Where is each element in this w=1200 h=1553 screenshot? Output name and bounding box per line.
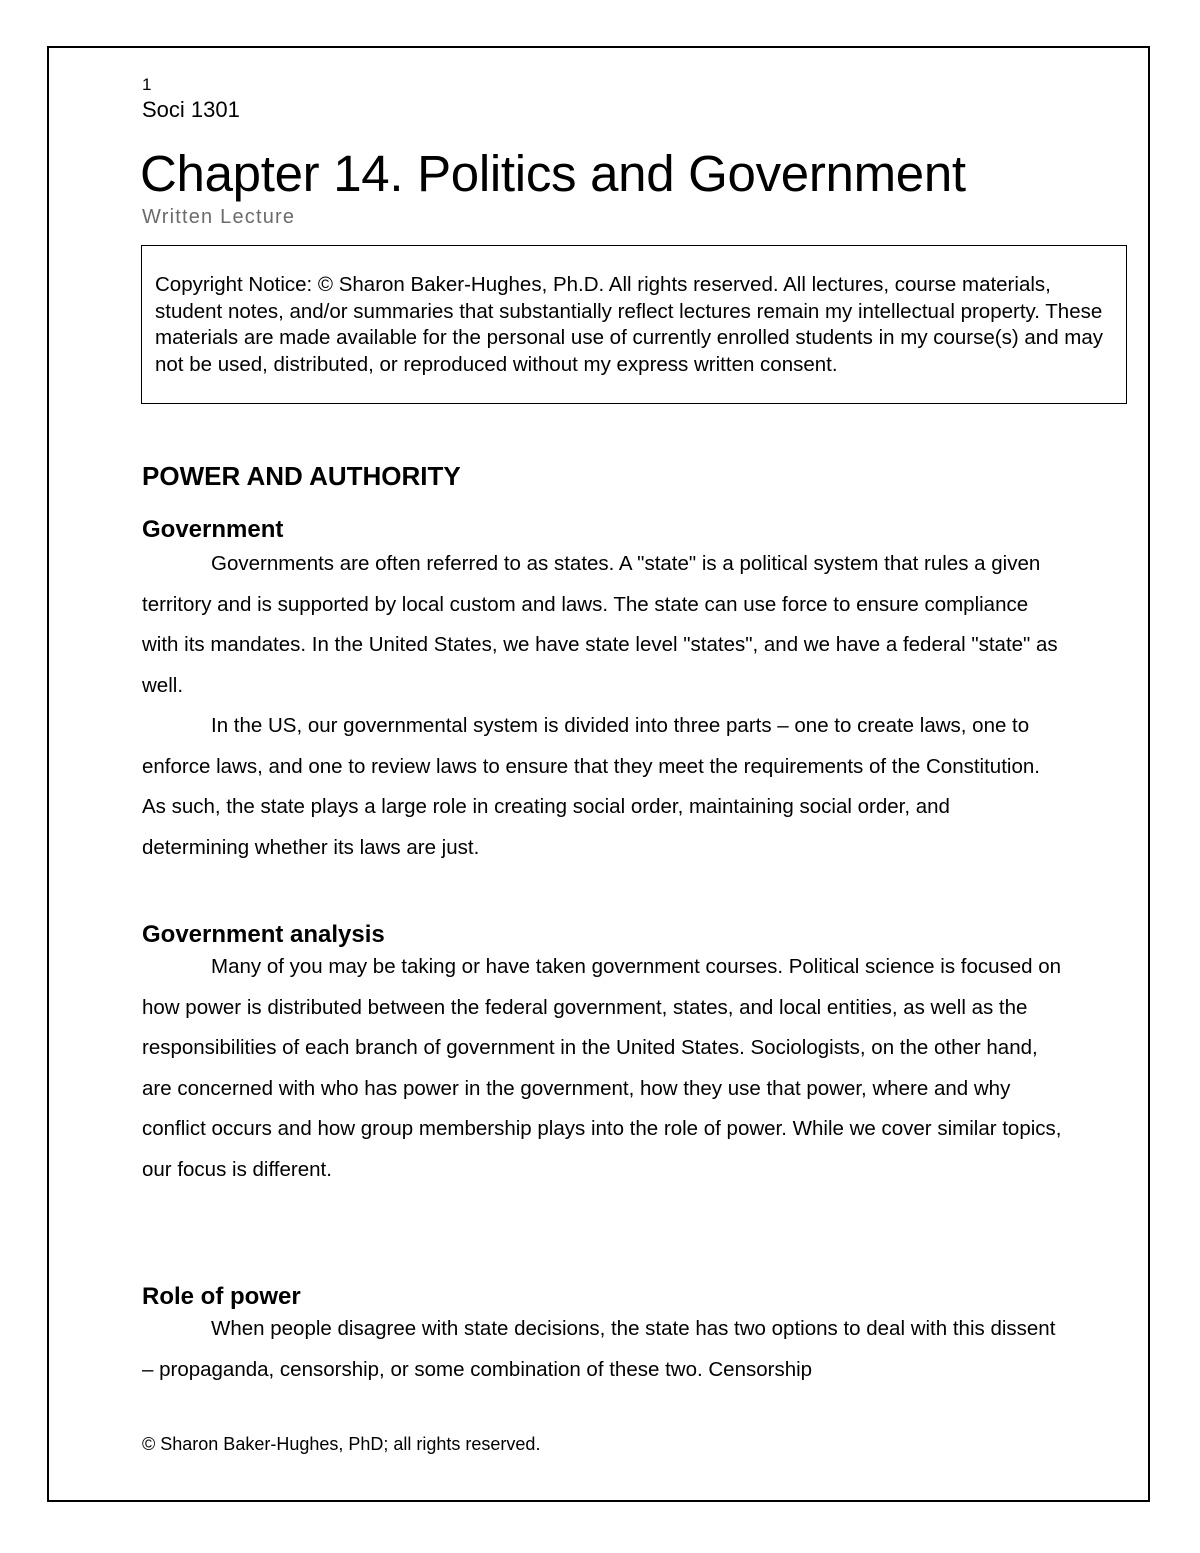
copyright-notice-text: Copyright Notice: © Sharon Baker-Hughes, Ph.D. All rights reserved. All lectures, course materials, student notes, and/or summaries that substantially reflect lectures remain my intellectual property. These materials are made available for the personal use of currently enrolled students in my course(s) and may not be used, distributed, or reproduced without my express written consent. [155, 273, 1104, 376]
paragraph: When people disagree with state decisions, the state has two options to deal with this dissent – propaganda, censorship, or some combination of these two. Censorship [142, 1317, 1056, 1381]
paragraph: Governments are often referred to as states. A "state" is a political system that rules a given territory and is supported by local custom and laws. The state can use force to ensure compliance with its mandates. In the United States, we have state level "states", and we have a federal "state" as well. [142, 552, 1058, 697]
page-number: 1 [142, 75, 152, 94]
subheading-government: Government [142, 516, 284, 543]
footer-copyright: © Sharon Baker-Hughes, PhD; all rights reserved. [142, 1434, 541, 1454]
paragraph: In the US, our governmental system is divided into three parts – one to create laws, one to enforce laws, and one to review laws to ensure that they meet the requirements of the Constitution. As such, the state plays a large role in creating social order, maintaining social order, and determining whether its laws are just. [142, 714, 1040, 859]
section-heading: POWER AND AUTHORITY [142, 461, 461, 491]
paragraph: Many of you may be taking or have taken government courses. Political science is focused on how power is distributed between the federal government, states, and local entities, as well as the responsibilities of each branch of government in the United States. Sociologists, on the other hand, are concerned with who has power in the government, how they use that power, where and why conflict occurs and how group membership plays into the role of power. While we cover similar topics, our focus is different. [142, 955, 1062, 1181]
document-subtitle: Written Lecture [142, 206, 296, 228]
document-title: Chapter 14. Politics and Government [140, 145, 966, 202]
subheading-government-analysis: Government analysis [142, 921, 385, 948]
copyright-notice-box [141, 245, 1127, 404]
subheading-role-of-power: Role of power [142, 1283, 301, 1310]
course-code: Soci 1301 [142, 97, 240, 122]
